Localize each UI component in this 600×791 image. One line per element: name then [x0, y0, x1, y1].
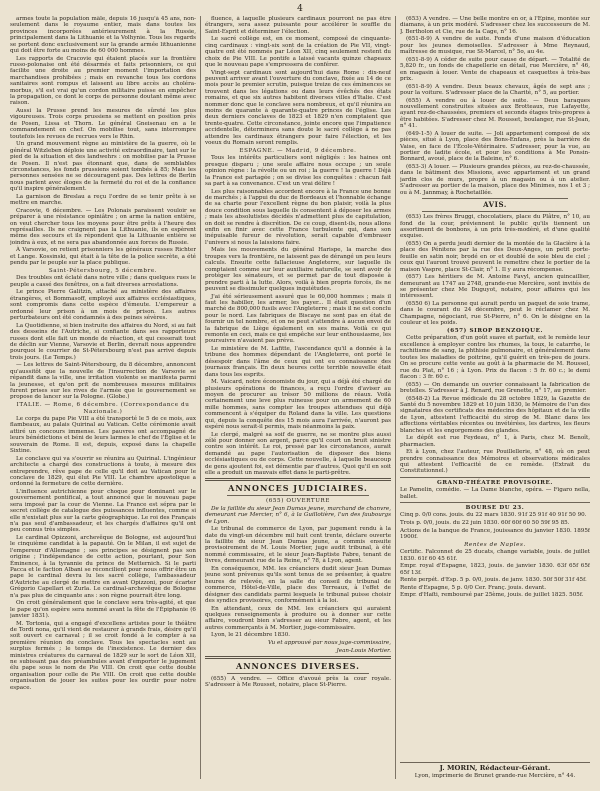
divider	[227, 495, 369, 496]
divider	[400, 502, 590, 503]
theatre-heading: GRAND-THÉATRE PROVISOIRE.	[437, 479, 553, 486]
notice-paragraph: (655) A vendre. — Office d'avoué près la cour royale. S'adresser à Me Rousset, notaire, place St-Pierre.	[205, 675, 391, 689]
article-paragraph: Le clergé, malgré sa soif de guerre, ne se montre plus aussi zélé pour donner son argent, parce qu'il court un bruit sinistre contre son intérêt. Le roi, pressé par les circonstances, aurait demandé au pape l'autorisation de disposer des biens ecclésiastiques ou de corps. Cette nouvelle, à laquelle beaucoup de gens ajoutent foi, est démentie par d'autres. Quoi qu'il en soit elle a produit un mauvais effet dans le parti-prêtre.	[205, 431, 391, 477]
notice-heading: (655) OUVERTURE	[265, 498, 331, 505]
column-3	[400, 16, 590, 761]
theatre-program: Le Pamelin, comédie. — La Dame blanche, opéra. — Figaro nella, ballet.	[400, 487, 590, 500]
classified-ad: (653) Les frères Bruggi, chocolatiers, place du Plâtre, n° 10, au fond de la cour, préviennent le public qu'ils tiennent un assortiment de bonbons, à un prix très-modéré, et d'une qualité exquise.	[400, 214, 590, 240]
article-paragraph: Les rapports de Cracovie qui étaient placés sur la frontière russo-polonaise ont été désarmés et faits prisonniers, ce qui facilite une droite au premier moment l'importation des marchandises prohibées ; mais en revanche tous les cordons sanitaires sont rompus et laissent au libre accès au choléra-morbus, s'il est vrai qu'un cordon militaire puisse en empêcher la propagation, ce dont le corps de personne doutant même avec raison.	[10, 55, 196, 107]
editor-name: J. MORIN, Rédacteur-Gérant.	[439, 763, 551, 772]
column-2	[205, 16, 391, 783]
article-paragraph: armes toute la population mâle, depuis 16 jusqu'à 45 ans, non-seulement dans le royaume entier, mais dans toutes les provinces incorporées antérieurement à la Russie, principalement dans la Lithuanie et la Volhynie. Tous les regards se portent donc exclusivement sur la grande armée lithuanienne qui doit être forte au moins de 60 000 hommes.	[10, 16, 196, 55]
bourse-entry: Cinq p. 0/0 cons. jouis. du 22 mars 1830. 91f 25 91f 40 91f 50 90.	[400, 512, 587, 519]
divider	[400, 762, 590, 763]
bourse-entry: Empr. royal d'Espagne, 1823, jouis. de janvier 1830. 63f 65f 65f 65f 13f.	[400, 563, 590, 576]
divider	[422, 211, 568, 212]
classified-ad: Et à Lyon, chez l'auteur, rue Pouillellerie, n° 48, où on peut prendre connaissance des Mémoires et observations médicales qui attestent l'efficacité de ce remède. (Extrait du Constitutionnel.)	[400, 449, 590, 475]
article-paragraph: Le cardinal Opizzoni, archevêque de Bologne, est aujourd'hui le cinquième candidat à la papauté. On le Milan, il est sujet de l'empereur d'Allemagne ; ses principes se désignent pas son origine ; l'indépendance de cette action, pourtant, pour Son Éminence, à la tyrannie du prince de Metternich. Si le parti Pacca et le faction Albani se réconcilient pour nous offrir être un pape le cardinal devra lu les sacré collège, l'ambassadeur d'Autriche au clergé de mettre en avant Opizzoni, pour écarter Grégorio Capellari et Zurla. Le cardinal-archevêque de Bologne n'a pas plus de cinquante ans : son règne pourrait être long.	[10, 534, 196, 599]
bourse-subheading: Rentes de Naples.	[464, 541, 526, 548]
dateline: ESPAGNE. — Madrid, 9 décembre.	[239, 148, 357, 154]
page-number: 4	[297, 4, 303, 14]
column-1	[10, 16, 196, 783]
dateline: ITALIE. — Rome, 6 décembre. (Correspondance du Nazionale.)	[16, 402, 190, 415]
divider	[422, 198, 568, 199]
section-divider	[205, 478, 391, 481]
bourse-entry: Certific. Falconnet de 25 ducats, change variable, jouis. de juillet 1830. 61f 60 45 61f.	[400, 549, 590, 562]
column-rule	[395, 16, 396, 779]
article-paragraph: Le sacré collège est, en ce moment, composé de cinquante-cinq cardinaux : vingt-six sont de la création de Pie VII, vingt-quatre ont été nommés par Léon XII, cinq seulement restent du choix de Pie VIII. Le pontife a laissé vacants quinze chapeaux que le nouveau pape s'empressera de conférer.	[205, 36, 391, 69]
notice-paragraph: En attendant, ceux de MM. les créanciers qui auraient quelques renseignements à produire ou à donner sur cette affaire, voudront bien s'adresser au sieur Fabre, agent, et les autres commerçants à M. Mortier, juge-commissaire.	[205, 605, 391, 631]
bourse-entry: Rente d'Espagne, 5 p. 0/0 Cer. Franç. jouis. devant.	[400, 584, 547, 591]
section-title-diverse: ANNONCES DIVERSES.	[236, 660, 360, 671]
imprint	[400, 760, 590, 781]
classified-ad: Cette préparation, d'un goût suave et parfait, est le remède leur excellence à employer contre les rhumes, la toux, le catarrhe, le rachitisme de sang, la phthisie pulmonaire, et généralement dans toutes les maladies de poitrine, qu'il guérit en très-peu de jours. On se procure cette vente au goût à la pharmacie de M. Roussel, rue du Plat, n° 16 ; à Lyon. Prix du flacon : 5 fr. 60 c.; le demi flacon : 3 fr. 60 c.	[400, 335, 590, 380]
article-paragraph: À Varsovie, on retient prisonniers les généraux russes Richter et Lange. Kossinski, qui était à la tête de la police secrète, a été pendu par le peuple sur la place publique.	[10, 247, 196, 267]
section-divider	[205, 656, 391, 659]
classified-ad: (655) A vendre ou à louer de suite. — Deux baraques nouvellement construites situées aux Brotteaux, rue Lafayette, ayant rez-de-chaussées, premiers et seconds étages très-propres à être habitées. S'adresser chez M. Rousset, boulanger, rue St-Jean, n° 41.	[400, 97, 590, 130]
classified-ad: Le dépôt est rue Feydeau, n° 1, à Paris, chez M. Benoît, pharmacien.	[400, 435, 590, 448]
article-paragraph: M. Vaicard, notre économiste du jour, qui a déjà été chargé de plusieurs opérations de finances, a reçu l'ordre d'aviser au moyen de procurer au trésor 50 millions de réaux. Voilà certainement une leve plus ruineuse pour un armement de 60 mille hommes, sans compter les troupes attendues qui déjà commencent à s'équiper du Roland dans la ville. Les questions qui, depuis la conquête des 15 mois aura l'arrivée, n'auront pas espéré nous serait-il permis, mais néanmoins la paix.	[205, 379, 391, 430]
classified-ad: (653-3) A louer. — Plusieurs grandes pièces, au rez-de-chaussée, dans le bâtiment des Missions, avec appartement et un grand jardin clos de murs, propre à un magasin ou à un atelier. S'adresser au portier de la maison, place des Minimes, nos 1 et 3 ; ou à M. Jannmay, à Rochetaillée.	[400, 164, 590, 196]
bourse-entry: Rente perpét. d'Esp. 5 p. 0/0, jouis. de janv. 1830. 50f 50f 31f 45f.	[400, 577, 587, 584]
notice-paragraph: De la faillite du sieur Jean Dumas jeune, marchand de chanvre, demeurant rue Mercier, n° 6, à la Guillotière, l'un des faubourgs de Lyon.	[205, 505, 391, 525]
divider	[227, 673, 369, 674]
article-paragraph: Cracovie, 6 décembre. — Les Polonais paraissent vouloir se préparer à une résistance opiniâtre ; on arme la nation entière, on veut chercher tous les moyens pour être prêts à l'heure des représailles. Ils ne craignent pas la Lithuanie, ils en espèrent même des secours et ils répondent que la Lithuanie entière se joindra à eux, et ne sera pas abandonnée aux forces de Russie.	[10, 207, 196, 246]
classified-ad: (6550 6) La personne qui aurait perdu un paquet de soie trame, dans le courant du 24 décembre, peut le réclamer chez M. Champagne, négociant, rue St-Pierre, n° 6. On le désigne en la couleur et les poids.	[400, 300, 590, 327]
article-paragraph: Tous les intérêts particuliers sont négligés : les haines ont presque disparu ; une seule affaire nous occupe ; un seule opinion règne : la révolte ou un roi ; la guerre ! la guerre ! Déjà la France est partagée ; on se divise les conquêtes : chacun fait sa part à sa convenance. C'est un vrai délire !	[205, 155, 391, 188]
notice-paragraph: En conséquence, MM. les créanciers dudit sieur Jean Dumas jeune sont prévenus qu'ils sont tenus de se présenter, à quatre heures de relevée, en la salle du conseil du tribunal de commerce, Hôtel-de-Ville, place des Terreaux, à l'effet de désigner des candidats parmi lesquels le tribunal puisse choisir des syndics provisoires, conformément à la loi.	[205, 565, 391, 604]
section-title-judicial: ANNONCES JUDICIAIRES.	[228, 483, 368, 494]
bourse-entry: Empr. d'Haïti, remboursé par 25ème, jouis. de juillet 1825. 505f.	[400, 592, 584, 599]
column-rule	[200, 16, 201, 779]
article-paragraph: Le conclave qui va s'ouvrir se réunira au Quirinal. L'ingénieur architecte a chargé des constructions à toute, à mesure des entreprendre, rêve pape de celle qu'il doit au Vatican pour le conclave de 1829, qui élut Pie VIII. Le chambre apostolique a ordonné la fermeture de cette dernière.	[10, 455, 196, 488]
bourse-entry: Actions de la banque de France, jouissance du janvier 1830. 1895f 1900f.	[400, 527, 590, 540]
classified-ad: (655) — On demande un ouvrier connaissant la fabrication de bretelles. S'adresser à J. Renard, rue Grenette, n° 17, au premier.	[400, 381, 590, 394]
classified-ad: (651-8-9) A vendre. Deux beaux chevaux, âgés de sept ans ; pour la voiture. S'adresser place de la Charité, n° 5, au portier.	[400, 83, 590, 97]
classified-ad: (653) A vendre. — Une belle montre en or, à l'Épine, montée sur diamans, à un prix modéré. S'adresser chez les successeurs de M. J. Bertholon et Cie, rue de la Cage, n° 16.	[400, 16, 590, 35]
article-paragraph: Mais les mouvements du général Harispe, la marche des troupes vers la frontière, ne laissent pas de dérangé un peu leurs calculs. Ensuite cette fallacieuse Angleterre, sur laquelle ils comptaient comme sur leur auxiliaire naturelle, se sent avoir de protéger les sénateurs, et se permet par de tout disposée à prendre parti à la lutte. Alors, voilà à bien propris forcés, ils ne peuvent se dissimuler quelques inquiétudes.	[205, 247, 391, 292]
classified-ad: (6548-2) La Revue médicale du 28 octobre 1829, la Gazette de Santé du 5 novembre 1829 et 10 juin 1830, le Mémoire de l'un des signataires des certificats des médecins des hôpitaux et de la ville de Lyon, attestent l'efficacité du sirop de M. Blanc dans les affections véritables récentes ou invétérées, les dartres, les fleurs blanches et les engorgemens des glandes.	[400, 395, 590, 434]
article-paragraph: Des troubles ont éclaté dans notre ville ; dans quelques rues le peuple a cassé des fenêtres, on a fait diverses arrestations.	[10, 275, 196, 288]
divider	[400, 477, 590, 478]
article-paragraph: Le corps du pape Pie VIII a été transporté le 5 de ce mois, aux flambeaux, au palais Quirinal au Vatican. Cette cérémonie avait attiré un concours immense. Les pauvres ont accompagné de leurs bénédictions et béni de leurs larmes le chef de l'Église et le souverain de Rome. Il est, depuis, exposé dans la chapelle Sixtine.	[10, 416, 196, 455]
article-paragraph: Les plus raisonnables accordent encore à la France une bonne de marchés ; à l'appui du duc de Bordeaux et l'honnable échange de sa charte pour l'excellent règne du bon plaisir, voilà la plus douce condition sous laquelle ils consentent à déposer les armes ; mais les absolutistes décidés n'admettent plus de capitulation, on doit se rendre à discrétion. De ce coup, disent-ils, nous allons enfin en finir avec cette France turbulente qui, dans son inépuisable fureur de révolution, serait capable d'embraser l'univers si nous la laissions faire.	[205, 188, 391, 246]
classified-ad: (657) Les héritiers de M. Antoine Favyl, ancien quincaillier, demeurant au 1747 au 2748, grande-rue Mercière, sont invités de se présenter chez Me Duguyot, notaire, pour affaires qui les intéressent.	[400, 274, 590, 300]
notice-paragraph: Le tribunal de commerce de Lyon, par jugement rendu à la date du vingt-un décembre mil huit cent trente, déclare ouverte la faillite du sieur Jean Dumas jeune, a commis ensuite provisoirement de M. Louis Mortier, juge audit tribunal, à été nommé commissaire, et le sieur Jean-Baptiste Fabre, tenant de livres, demeurant rue de la Reine, n° 78, à Lyon, agent.	[205, 526, 391, 565]
article-paragraph: Aussi la Prusse prend les mesures de sûreté les plus vigoureuses. Trois corps prussiens se mettent en position près de Posen, Lissa et Thorn. Le général Gneisenau en a le commandement en chef. On mobilise tout, sans interrompre toutefois les revues de recrues vers le Rhin.	[10, 108, 196, 140]
article-paragraph: On croit généralement que le conclave sera très-agité, et que le pape qu'on espère sera nommé avant la fête de l'Épiphanie (6 janvier 1831).	[10, 600, 196, 619]
article-paragraph: J'ai été sérieusement assuré que le 60,000 hommes ; mais il faut les habiller, les armer, les payer... Il était question d'un marché de 800,000 fusils avec l'Angleterre ; mais il ne est conclu pour le nord. Les fabriques de Biscaye ne sont pas en état de fournir un tel nombre, et on ne peut s'attendre à aucun envoi de la fabrique de Liège également en ses mains. Voilà ce qui remonte en ceci, mais ce qui empêche sur leur enthousiasme, les poursuivre n'avaient pas prévu.	[205, 293, 391, 345]
classified-ad: (651-8-9) A céder de suite pour cause de départ. — Totalité de 5,820 fr., un fonds de chapellerie en détail, rue Mercière, n° 46, en magasin à louer. Vente de chapeaux et casquettes à très-bas prix.	[400, 56, 590, 83]
article-paragraph: Vingt-sept cardinaux sont aujourd'hui dans Rome : dix-neuf peuvent arriver avant l'ouverture du conclave, fixée au 14 de ce mois pour le premier scrutin, puisque treize de ces éminences se trouvent dans les légations ou dans leurs évêchés des états romains, et que six autres habitent diverses villes d'Italie. C'est nommer donc que le conclave sera nombreux, et qu'il réunira au moins de quarante à quarante-quatre princes de l'église. Les deux derniers conclaves de 1823 et 1829 n'en comptaient que trente-quatre. Cette circonstance, jointe encore que l'impatience accidentelle, déterminera sans doute le sacré collège à ne pas attendre les cardinaux étrangers pour faire l'élection, et les voeux du Romain seront remplis.	[205, 69, 391, 147]
dateline: Saint-Pétersbourg, 5 décembre.	[48, 268, 158, 275]
classified-ad: (649-1-5) A louer de suite. — Joli appartement composé de six pièces, situé à Lyon, place des Bons-Enfans, près la barrière de Vaise, en face de l'École-Vétérinaire. S'adresser, pour la vue, au portier de ladite école, et pour les conditions à Me Ponsin-Bonnard, avoué, place de la Baleine, n° 6.	[400, 130, 590, 163]
section-title-avis: AVIS.	[483, 200, 507, 210]
classified-ad: (651-8-9) A vendre de suite. Fonds d'une maison d'éducation pour les jeunes demoiselles. S'adresser à Mme Reynaud, maîtresse de musique, rue St-Marcel, n° 5o, au 4e.	[400, 36, 590, 56]
bourse-heading: BOURSE DU 23.	[465, 504, 525, 511]
printer-address: Lyon, imprimerie de Brunet grande-rue Mercière, n° 44.	[414, 773, 576, 780]
ad-heading: (657) SIROP BENZOIQUE.	[446, 328, 544, 335]
notice-paragraph: Lyon, le 21 décembre 1830.	[211, 632, 291, 639]
article-paragraph: — Les lettres de Saint-Pétersbourg, du 8 décembre, annoncent qu'aussitôt que la nouvelle de l'insurrection de Varsovie se répandit dans la ville, une irritation violente se manifesta parmi la jeunesse, et qu'on prit de nombreuses mesures militaires furent prises sur les rives de l'armée que le gouvernement se propose de lancer sur la Pologne. (Globe.)	[10, 362, 196, 401]
article-paragraph: Un grand mouvement règne au ministère de la guerre, où le général Witzleben déploie une activité extraordinaire, tant sur le pied de la situation et des landwehrs : on mobilise par la Prusse de Posen. Il n'est pas étonnant que, dans de semblables circonstances, les fonds prussiens soient tombés à 85; Mais les personnes sensées ne se découragent pas. Des lettres de Berlin nous parlent avec éloges de la fermeté du roi et de la confiance qu'il inspire généralement.	[10, 141, 196, 193]
notice-certification: Vu et approuvé par nous juge-commissaire,	[267, 639, 391, 646]
article-paragraph: La Quotidienne, si bien instruite des affaires du Nord, si au fait des desseins de l'Autriche, si confiante dans ses rapporteurs russes dont elle fait un monde de réaction, et qui cesserait tout de déclin sur Vienne, Varsovie et Berlin, devrait nous apprendre pourquoi le courrier de St-Pétersbourg n'est pas arrivé depuis trois jours. (Le Temps.)	[10, 322, 196, 361]
article-paragraph: Le prince Pierre Galitzin, attaché au ministère des affaires étrangères, et Bommasoff, employé aux affaires ecclésiastiques, sont compromis dans cette espèce d'émeute. L'empereur a ordonné leur prison à un mois de prison. Les autres perturbateurs ont été condamnés à des peines sévères.	[10, 289, 196, 322]
article-paragraph: fluence, à laquelle plusieurs cardinaux pourront ne pas être étrangers, sera assez puissante pour accélérer le souffle du Saint-Esprit et déterminer l'élection.	[205, 16, 391, 35]
article-paragraph: M. Tortonia, qui a engagé d'excellens artistes pour le théâtre de Tordi nona, qu'il vient de restaurer à grands frais, désire qu'il soit ouvert ce carnaval ; il se croit fondé à le compter à sa première réunion du conclave. Tous les spectacles sont au surplus fermés ; le temps de l'inexistence. Le dernier des ministres créatures du carnaval de 1829 sur le sort de Léon XII, ne subissant pas des préambules avant d'emporter le jugement élu pape sous le nom de Pie VIII. On croit que cette double organisation pour celle de Pie VIII. On croit que cette double organisation de jouer les suites pour les ourdir pour notre espace.	[10, 620, 196, 691]
article-paragraph: L'influence autrichienne pour choque pour dominant sur le gouvernement pontifical, a tout annoncé que le nouveau pape sera imposé par la cour de Vienne. La France est sépra par le secret collège de catalogue des puissances influentes, comme si elle n'existait plus sur la carte géographique. Le roi des Français n'a pas seul d'ambassadeur, et les chargés d'affaires qu'il ont peu connus très simples.	[10, 488, 196, 534]
bourse-entry: Trois p. 0/0, jouis. du 22 juin 1830. 60f 60f 60 50 59f 95 85.	[400, 519, 570, 526]
notice-signature: Jean-Louis Mortier.	[336, 647, 391, 654]
article-paragraph: La garnison de Breslau a reçu l'ordre de se tenir prête à se mettre en marche.	[10, 193, 196, 207]
article-paragraph: Le ministère de M. Lafitte, l'ascendance qu'il a donnée à la tribune des hommes dépendant de l'Angleterre, ont porté le désespoir dans l'âme de ceux qui ont eu connaissance des journaux français. En deux heures cette terrible nouvelle était dans tous les esprits.	[205, 345, 391, 378]
classified-ad: (655) On a perdu jeudi dernier de la montée de la Glacière à la place des Pénitens par la rue des Deux-Anges, un petit porte-feuille en satin noir, brodé en or et doublé de soie bleu de ciel ; ceux qui l'auront trouvé peuvent le remettre chez le portier de la maison Vaspre, place St-Clair, n° 1. Il y aura récompense.	[400, 240, 590, 273]
